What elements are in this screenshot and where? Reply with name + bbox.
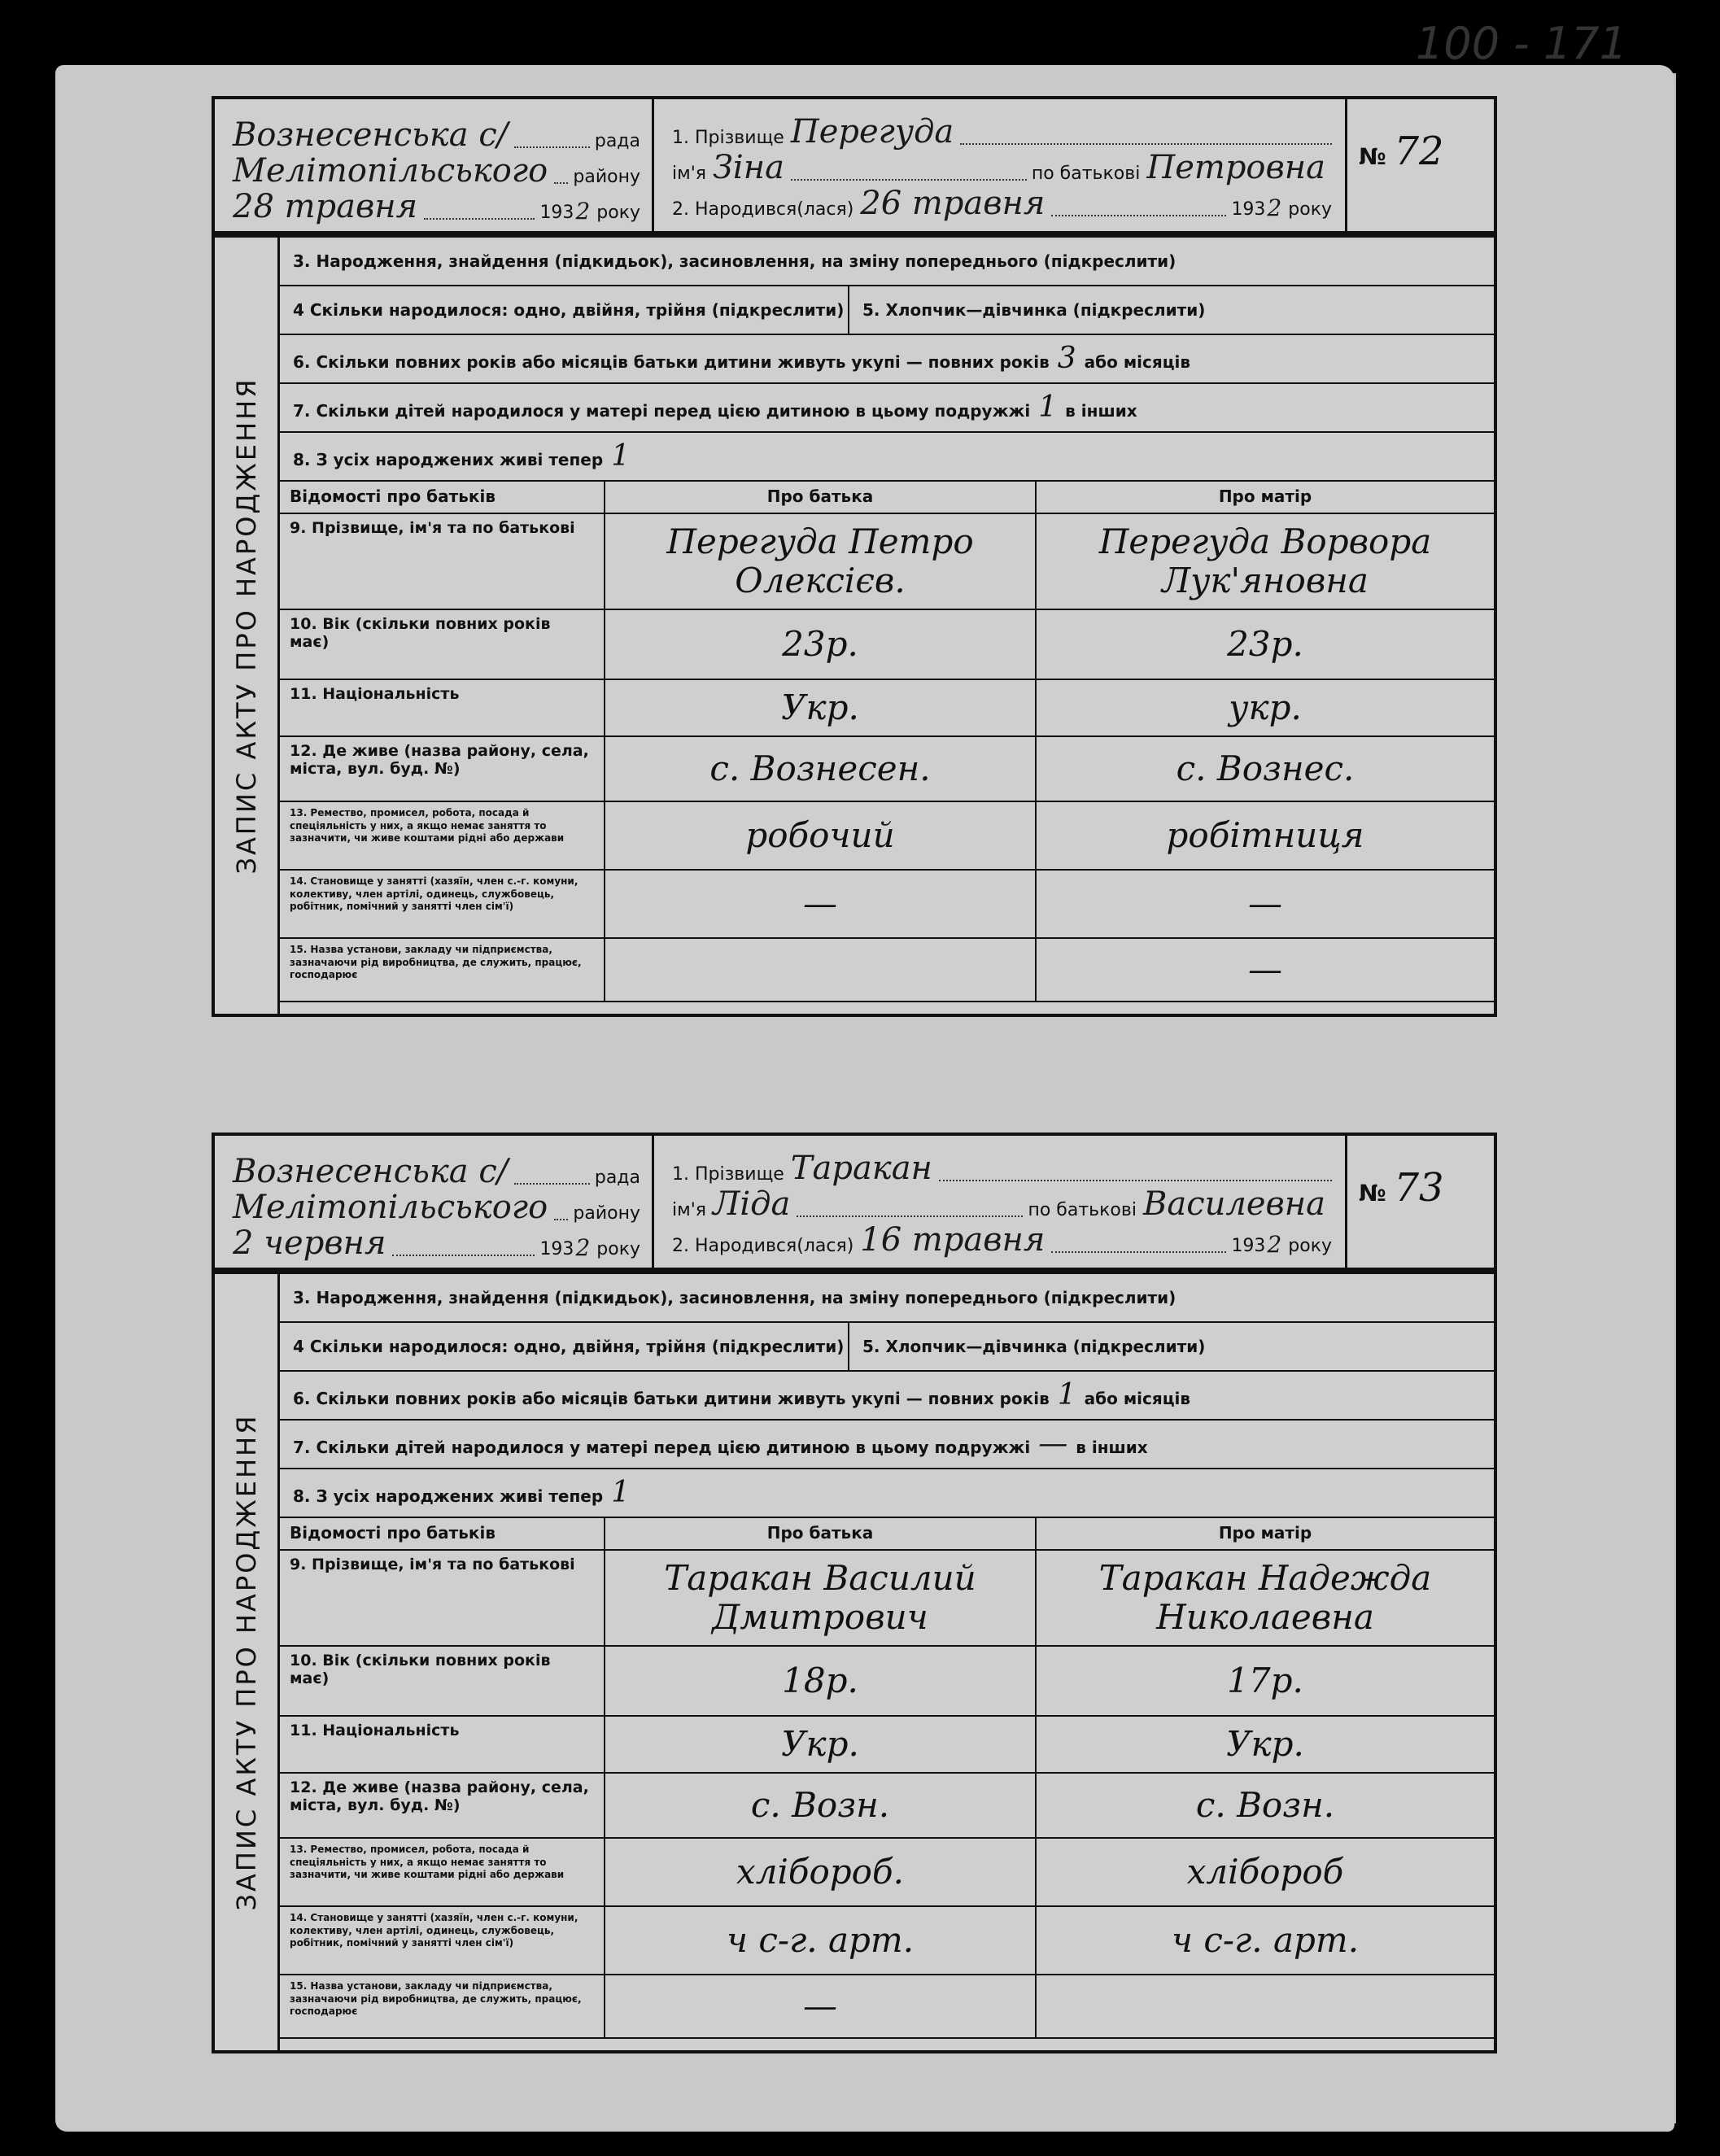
council-name: Вознесенська с/ bbox=[233, 116, 509, 154]
child-patronymic: Петровна bbox=[1146, 149, 1325, 186]
mother-employer: — bbox=[1037, 939, 1494, 1002]
q4-q5-row: 4 Скільки народилося: одно, двійня, трійня (підкреслити) 5. Хлопчик—дівчинка (підкреслити) bbox=[280, 1323, 1494, 1372]
father-age: 23р. bbox=[605, 610, 1037, 680]
child-surname: Таракан bbox=[790, 1150, 932, 1187]
record-number-cell: № 72 bbox=[1359, 129, 1444, 174]
child-name: Зіна bbox=[713, 149, 784, 186]
district-name: Мелітопільського bbox=[233, 152, 548, 190]
record-73-body bbox=[212, 1271, 1497, 2053]
q6-row: 6. Скільки повних років або місяців батьки дитини живуть укупі — повних років 3 або місяців bbox=[280, 335, 1494, 384]
record-number: 72 bbox=[1394, 129, 1444, 174]
mother-age: 23р. bbox=[1037, 610, 1494, 680]
side-title: ЗАПИС АКТУ ПРО НАРОДЖЕННЯ bbox=[215, 1274, 280, 2050]
father-position: — bbox=[605, 871, 1037, 939]
archive-number: 100 - 171 bbox=[1416, 18, 1627, 69]
child-surname: Перегуда bbox=[790, 113, 954, 151]
alive-children: 1 bbox=[611, 439, 631, 473]
mother-residence: с. Вознес. bbox=[1037, 737, 1494, 802]
father-position: ч с-г. арт. bbox=[605, 1907, 1037, 1975]
prev-children: — bbox=[1038, 1427, 1068, 1460]
registration-date: 28 травня bbox=[233, 188, 418, 225]
father-residence: с. Возн. bbox=[605, 1774, 1037, 1839]
record-number-cell: № 73 bbox=[1359, 1165, 1444, 1211]
q8-row: 8. З усіх народжених живі тепер 1 bbox=[280, 1469, 1494, 1518]
record-72-body bbox=[212, 234, 1497, 1017]
q4-q5-row: 4 Скільки народилося: одно, двійня, трійня (підкреслити) 5. Хлопчик—дівчинка (підкреслити) bbox=[280, 286, 1494, 335]
prev-children: 1 bbox=[1038, 391, 1058, 424]
record-73-header bbox=[212, 1133, 1497, 1271]
parents-table: Відомості про батьків Про батька Про матір 9. Прізвище, ім'я та по батькові Перегуда Петро Олексієв. Перегуда Ворвора Лук'яновна 10. Вік (скільки повних років має) 23р. 23р. 11. Національність Укр. укр. 12. Де живе (назва району, села, міста, вул. буд. №) с. Вознесен. с. Вознес. 13. Ремество, промисел, робота, посада й спеціяльність у них, а якщо немає заняття то зазначити, чи живе коштами рідні або держави робочий робітниця 14. Становище у занятті (хазяїн, член с.-г. комуни, колективу, член артілі, одинець, службовець, робітник, помічний у занятті член сім'ї) — — 15. Назва установи, закладу чи підприємства, зазначаючи рід виробництва, де служить, працює, господарює — bbox=[280, 482, 1494, 1002]
q6-row: 6. Скільки повних років або місяців батьки дитини живуть укупі — повних років 1 або місяців bbox=[280, 1372, 1494, 1421]
father-nationality: Укр. bbox=[605, 680, 1037, 737]
child-cell: 1. Прізвище Таракан ім'я Ліда по батькові Василевна 2. Народився(лася) 16 травня 193 2 року bbox=[654, 1136, 1347, 1268]
parents-table: Відомості про батьків Про батька Про матір 9. Прізвище, ім'я та по батькові Таракан Василий Дмитрович Таракан Надежда Николаевна 10. Вік (скільки повних років має) 18р. 17р. 11. Національність Укр. Укр. 12. Де живе (назва району, села, міста, вул. буд. №) с. Возн. с. Возн. 13. Ремество, промисел, робота, посада й спеціяльність у них, а якщо немає заняття то зазначити, чи живе коштами рідні або держави хлібороб. хлібороб 14. Становище у занятті (хазяїн, член с.-г. комуни, колективу, член артілі, одинець, службовець, робітник, помічний у занятті член сім'ї) ч с-г. арт. ч с-г. арт. 15. Назва установи, закладу чи підприємства, зазначаючи рід виробництва, де служить, працює, господарює — bbox=[280, 1518, 1494, 2039]
record-72-header bbox=[212, 96, 1497, 234]
alive-children: 1 bbox=[611, 1476, 631, 1509]
q8-row: 8. З усіх народжених живі тепер 1 bbox=[280, 433, 1494, 482]
father-employer: — bbox=[605, 1975, 1037, 2039]
father-nationality: Укр. bbox=[605, 1717, 1037, 1774]
district-name: Мелітопільського bbox=[233, 1189, 548, 1226]
mother-occupation: хлібороб bbox=[1037, 1839, 1494, 1907]
years-together: 3 bbox=[1057, 342, 1076, 375]
father-occupation: робочий bbox=[605, 802, 1037, 871]
child-patronymic: Василевна bbox=[1142, 1185, 1325, 1223]
q7-row: 7. Скільки дітей народилося у матері перед цією дитиною в цьому подружжі — в інших bbox=[280, 1421, 1494, 1469]
mother-occupation: робітниця bbox=[1037, 802, 1494, 871]
child-cell: 1. Прізвище Перегуда ім'я Зіна по батькові Петровна 2. Народився(лася) 26 травня 193 2 року bbox=[654, 99, 1347, 231]
father-age: 18р. bbox=[605, 1647, 1037, 1717]
council-cell: Вознесенська с/ рада Мелітопільського району 2 червня 193 2 року bbox=[215, 1136, 654, 1268]
side-title: ЗАПИС АКТУ ПРО НАРОДЖЕННЯ bbox=[215, 238, 280, 1014]
father-employer bbox=[605, 939, 1037, 1002]
child-name: Ліда bbox=[713, 1185, 791, 1223]
father-residence: с. Вознесен. bbox=[605, 737, 1037, 802]
mother-nationality: Укр. bbox=[1037, 1717, 1494, 1774]
q7-row: 7. Скільки дітей народилося у матері перед цією дитиною в цьому подружжі 1 в інших bbox=[280, 384, 1494, 433]
father-fio: Перегуда Петро Олексієв. bbox=[605, 514, 1037, 610]
council-name: Вознесенська с/ bbox=[233, 1153, 509, 1190]
birth-date: 26 травня bbox=[860, 185, 1046, 222]
mother-position: ч с-г. арт. bbox=[1037, 1907, 1494, 1975]
birth-date: 16 травня bbox=[860, 1221, 1046, 1259]
registration-date: 2 червня bbox=[233, 1224, 386, 1262]
q3-row: 3. Народження, знайдення (підкидьок), засиновлення, на зміну попереднього (підкреслити) bbox=[280, 238, 1494, 286]
mother-fio: Таракан Надежда Николаевна bbox=[1037, 1551, 1494, 1647]
years-together: 1 bbox=[1057, 1378, 1076, 1412]
mother-age: 17р. bbox=[1037, 1647, 1494, 1717]
father-occupation: хлібороб. bbox=[605, 1839, 1037, 1907]
council-cell: Вознесенська с/ рада Мелітопільського району 28 травня 193 2 року bbox=[215, 99, 654, 231]
mother-employer bbox=[1037, 1975, 1494, 2039]
record-number: 73 bbox=[1394, 1165, 1444, 1211]
mother-residence: с. Возн. bbox=[1037, 1774, 1494, 1839]
father-fio: Таракан Василий Дмитрович bbox=[605, 1551, 1037, 1647]
mother-nationality: укр. bbox=[1037, 680, 1494, 737]
mother-position: — bbox=[1037, 871, 1494, 939]
mother-fio: Перегуда Ворвора Лук'яновна bbox=[1037, 514, 1494, 610]
q3-row: 3. Народження, знайдення (підкидьок), засиновлення, на зміну попереднього (підкреслити) bbox=[280, 1274, 1494, 1323]
